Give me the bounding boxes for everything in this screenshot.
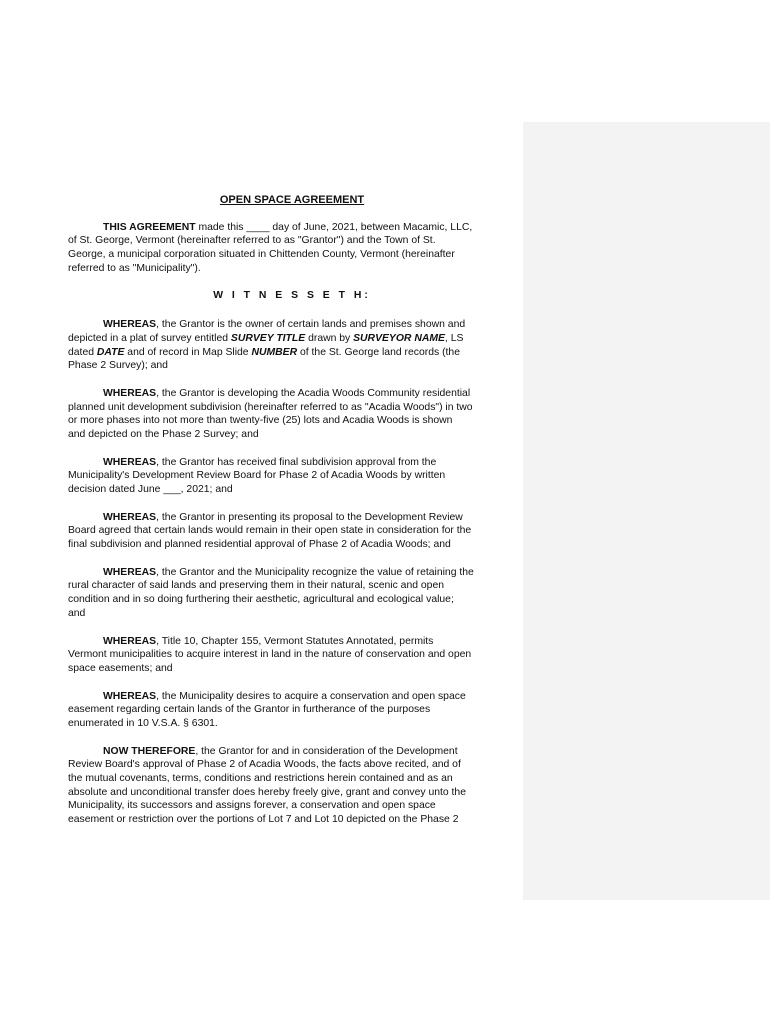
- intro-text: made this ____ day of June, 2021, between Macamic, LLC,: [195, 221, 473, 233]
- whereas-paragraph-3: [68, 456, 516, 497]
- now-therefore-paragraph: [68, 745, 516, 827]
- paragraph-line: rural character of said lands and preserving them in their natural, scenic and open: [68, 580, 445, 592]
- paragraph-line: absolute and unconditional transfer does hereby freely give, grant and convey unto the: [68, 786, 466, 798]
- paragraph-line: enumerated in 10 V.S.A. § 6301.: [68, 717, 218, 729]
- paragraph-text: , the Grantor for and in consideration of the Development: [195, 745, 458, 757]
- whereas-keyword: WHEREAS: [103, 690, 157, 702]
- whereas-keyword: WHEREAS: [103, 511, 157, 523]
- paragraph-line: the mutual covenants, terms, conditions and restrictions herein contained and as an: [68, 773, 453, 785]
- paragraph-text: drawn by: [305, 332, 354, 344]
- paragraph-line: planned unit development subdivision (hereinafter referred to as "Acadia Woods") in two: [68, 401, 473, 413]
- paragraph-line: decision dated June ___, 2021; and: [68, 484, 233, 496]
- whereas-keyword: WHEREAS: [103, 456, 157, 468]
- paragraph-line: Board agreed that certain lands would remain in their open state in consideration for the: [68, 525, 472, 537]
- number-placeholder: NUMBER: [251, 346, 298, 358]
- whereas-keyword: WHEREAS: [103, 387, 157, 399]
- paragraph-line: Municipality's Development Review Board for Phase 2 of Acadia Woods by written: [68, 470, 446, 482]
- whereas-keyword: WHEREAS: [103, 566, 157, 578]
- whereas-paragraph-2: [68, 387, 516, 442]
- paragraph-text: , the Grantor in presenting its proposal to the Development Review: [156, 511, 463, 523]
- survey-title-placeholder: SURVEY TITLE: [230, 332, 306, 344]
- paragraph-line: Municipality, its successors and assigns forever, a conservation and open space: [68, 800, 436, 812]
- whereas-keyword: WHEREAS: [103, 319, 157, 331]
- document-page: [68, 194, 516, 841]
- paragraph-line: Phase 2 Survey); and: [68, 360, 168, 372]
- paragraph-line: Review Board's approval of Phase 2 of Acadia Woods, the facts above recited, and of: [68, 759, 461, 771]
- whereas-paragraph-6: [68, 635, 516, 676]
- paragraph-text: , the Grantor has received final subdivision approval from the: [156, 456, 437, 468]
- paragraph-line: and depicted on the Phase 2 Survey; and: [68, 428, 259, 440]
- whereas-paragraph-7: [68, 690, 516, 731]
- intro-keyword: THIS AGREEMENT: [103, 221, 196, 233]
- paragraph-line: condition and in so doing furthering their aesthetic, agricultural and ecological value;: [68, 594, 454, 606]
- whereas-paragraph-5: [68, 566, 516, 621]
- whereas-paragraph-1: [68, 318, 516, 373]
- whereas-paragraph-4: [68, 511, 516, 552]
- intro-line: of St. George, Vermont (hereinafter referred to as "Grantor") and the Town of St.: [68, 235, 436, 247]
- paragraph-line: easement or restriction over the portions of Lot 7 and Lot 10 depicted on the Phase 2: [68, 814, 459, 826]
- paragraph-text: , the Grantor and the Municipality recognize the value of retaining the: [156, 566, 474, 578]
- comments-pane: [523, 122, 770, 900]
- intro-paragraph: [68, 221, 516, 276]
- paragraph-text: , the Grantor is developing the Acadia Woods Community residential: [156, 387, 471, 399]
- intro-line: referred to as "Municipality").: [68, 262, 201, 274]
- paragraph-text: , the Grantor is the owner of certain lands and premises shown and: [156, 319, 466, 331]
- witnesseth-heading: W I T N E S S E T H:: [213, 290, 371, 302]
- paragraph-text: dated: [68, 346, 97, 358]
- paragraph-text: and of record in Map Slide: [124, 346, 252, 358]
- date-placeholder: DATE: [96, 346, 125, 358]
- paragraph-text: , the Municipality desires to acquire a conservation and open space: [156, 690, 466, 702]
- paragraph-text: , LS: [444, 332, 464, 344]
- paragraph-line: and: [68, 607, 86, 619]
- paragraph-line: space easements; and: [68, 662, 173, 674]
- paragraph-line: or more phases into not more than twenty-five (25) lots and Acadia Woods is shown: [68, 415, 453, 427]
- paragraph-line: easement regarding certain lands of the Grantor in furtherance of the purposes: [68, 704, 431, 716]
- paragraph-text: , Title 10, Chapter 155, Vermont Statutes Annotated, permits: [156, 635, 434, 647]
- surveyor-name-placeholder: SURVEYOR NAME: [353, 332, 445, 344]
- now-therefore-keyword: NOW THEREFORE: [103, 745, 196, 757]
- paragraph-text: depicted in a plat of survey entitled: [68, 332, 231, 344]
- document-title: OPEN SPACE AGREEMENT: [219, 194, 365, 206]
- paragraph-line: final subdivision and planned residential approval of Phase 2 of Acadia Woods; and: [68, 539, 451, 551]
- whereas-keyword: WHEREAS: [103, 635, 157, 647]
- intro-line: George, a municipal corporation situated in Chittenden County, Vermont (hereinafter: [68, 249, 455, 261]
- paragraph-text: of the St. George land records (the: [297, 346, 460, 358]
- paragraph-line: Vermont municipalities to acquire interest in land in the nature of conservation and open: [68, 649, 472, 661]
